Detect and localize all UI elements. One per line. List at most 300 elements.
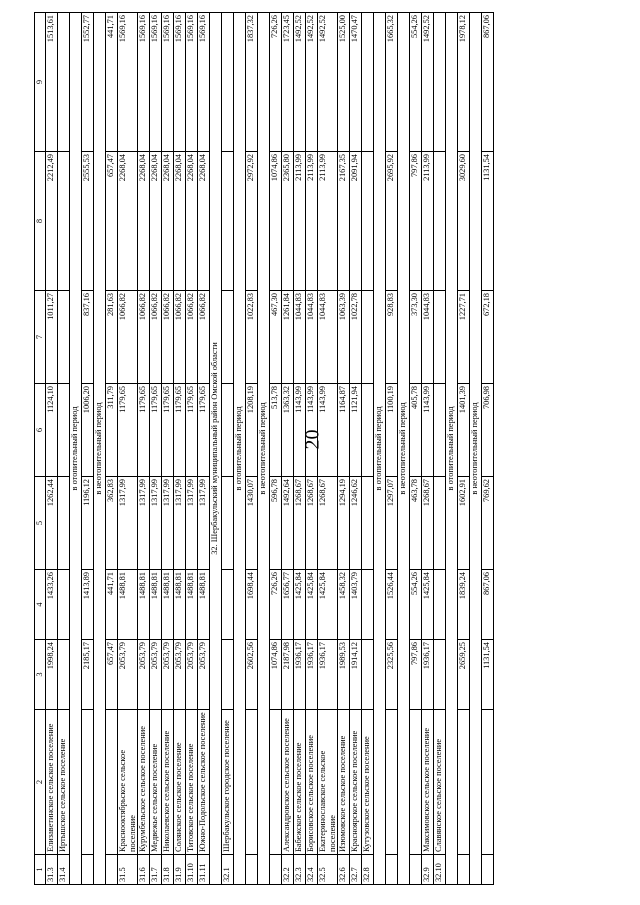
section-label: в неотопительный период — [258, 13, 270, 885]
tariff-value: 1066,82 — [150, 291, 162, 384]
tariff-value: 1430,07 — [246, 477, 258, 570]
row-number: 32.3 — [294, 855, 306, 885]
tariff-value: 2268,04 — [150, 152, 162, 291]
tariff-value: 1131,54 — [482, 152, 494, 291]
tariff-value: 1569,16 — [150, 13, 162, 152]
tariff-value: 928,83 — [386, 291, 398, 384]
section-row — [70, 13, 82, 885]
tariff-value: 362,83 — [106, 477, 118, 570]
tariff-value: 1488,81 — [162, 570, 174, 640]
section-row — [398, 13, 410, 885]
settlement-name — [410, 710, 422, 855]
tariff-value: 1066,82 — [138, 291, 150, 384]
tariff-value: 1492,52 — [306, 13, 318, 152]
tariff-value: 1433,26 — [46, 570, 58, 640]
tariff-value: 1317,99 — [174, 477, 186, 570]
tariff-value: 1044,83 — [422, 291, 434, 384]
table-row — [58, 13, 70, 885]
table-row — [106, 13, 118, 885]
tariff-value: 1268,67 — [318, 477, 338, 570]
tariff-value: 1063,39 — [338, 291, 350, 384]
tariff-value: 1179,65 — [186, 384, 198, 477]
tariff-value: 1425,84 — [422, 570, 434, 640]
section-row — [446, 13, 458, 885]
row-number: 32.2 — [282, 855, 294, 885]
tariff-value — [222, 291, 234, 384]
column-header: 1 — [35, 855, 46, 885]
tariff-value: 1179,65 — [174, 384, 186, 477]
row-number: 32.6 — [338, 855, 350, 885]
tariff-value: 1074,86 — [270, 640, 282, 710]
table-row — [174, 13, 186, 885]
tariff-value: 2659,25 — [458, 640, 470, 710]
tariff-value — [362, 570, 374, 640]
tariff-value: 2187,98 — [282, 640, 294, 710]
settlement-name: Екатеринославское сельское поселение — [318, 710, 338, 855]
tariff-value: 373,30 — [410, 291, 422, 384]
tariff-value: 1525,00 — [338, 13, 350, 152]
tariff-value: 672,18 — [482, 291, 494, 384]
table-row — [198, 13, 210, 885]
tariff-value: 2113,99 — [318, 152, 338, 291]
tariff-value — [222, 384, 234, 477]
settlement-name: Красноoктябрьское сельское поселение — [118, 710, 138, 855]
tariff-value: 1569,16 — [162, 13, 174, 152]
tariff-value: 1179,65 — [162, 384, 174, 477]
tariff-value: 1006,20 — [82, 384, 94, 477]
tariff-value: 1698,44 — [246, 570, 258, 640]
tariff-value: 1552,77 — [82, 13, 94, 152]
tariff-value: 1317,99 — [186, 477, 198, 570]
tariff-value: 2113,99 — [422, 152, 434, 291]
tariff-value: 1936,17 — [422, 640, 434, 710]
row-number: 31.8 — [162, 855, 174, 885]
tariff-value: 1492,64 — [282, 477, 294, 570]
tariff-value: 1492,52 — [318, 13, 338, 152]
settlement-name: Солянское сельское поселение — [174, 710, 186, 855]
tariff-value: 1124,10 — [46, 384, 58, 477]
tariff-value: 1317,99 — [118, 477, 138, 570]
tariff-value: 2053,79 — [162, 640, 174, 710]
tariff-value: 3029,60 — [458, 152, 470, 291]
tariff-value: 1837,32 — [246, 13, 258, 152]
section-label: в отопительный период — [70, 13, 82, 885]
tariff-value: 726,26 — [270, 570, 282, 640]
settlement-name: Курумбельское сельское поселение — [138, 710, 150, 855]
tariff-value: 1143,99 — [422, 384, 434, 477]
tariff-value: 1839,24 — [458, 570, 470, 640]
row-number — [386, 855, 398, 885]
tariff-value: 1989,53 — [338, 640, 350, 710]
tariff-value: 769,62 — [482, 477, 494, 570]
column-header: 8 — [35, 152, 46, 291]
tariff-value: 441,71 — [106, 13, 118, 152]
tariff-value — [362, 384, 374, 477]
settlement-name — [458, 710, 470, 855]
tariff-value: 2167,35 — [338, 152, 350, 291]
row-number: 31.7 — [150, 855, 162, 885]
tariff-value: 2053,79 — [174, 640, 186, 710]
section-label: 32. Шербакульский муниципальный район Омской области — [210, 13, 222, 885]
section-label: в отопительный период — [234, 13, 246, 885]
row-number — [458, 855, 470, 885]
settlement-name: Бабежское сельское поселение — [294, 710, 306, 855]
table-row — [222, 13, 234, 885]
section-label: в неотопительный период — [94, 13, 106, 885]
table-row — [294, 13, 306, 885]
row-number: 31.4 — [58, 855, 70, 885]
tariff-value: 513,78 — [270, 384, 282, 477]
tariff-value: 596,78 — [270, 477, 282, 570]
tariff-value: 2053,79 — [118, 640, 138, 710]
row-number: 32.9 — [422, 855, 434, 885]
tariff-value: 1297,07 — [386, 477, 398, 570]
tariff-value — [434, 152, 446, 291]
row-number: 31.11 — [198, 855, 210, 885]
row-number: 31.9 — [174, 855, 186, 885]
table-row — [350, 13, 362, 885]
settlement-name: Изюмовское сельское поселение — [338, 710, 350, 855]
tariff-value: 1488,81 — [186, 570, 198, 640]
tariff-value: 1936,17 — [294, 640, 306, 710]
settlement-name: Южно-Подольское сельское поселение — [198, 710, 210, 855]
row-number: 31.3 — [46, 855, 58, 885]
settlement-name — [246, 710, 258, 855]
column-header: 9 — [35, 13, 46, 152]
tariff-value: 657,47 — [106, 152, 118, 291]
tariff-value: 1131,54 — [482, 640, 494, 710]
tariff-value: 1526,44 — [386, 570, 398, 640]
tariff-value: 1413,89 — [82, 570, 94, 640]
tariff-value: 2212,49 — [46, 152, 58, 291]
tariff-value: 1044,83 — [318, 291, 338, 384]
settlement-name: Борисовское сельское поселение — [306, 710, 318, 855]
table-row — [482, 13, 494, 885]
section-label: в неотопительный период — [470, 13, 482, 885]
tariff-value: 311,79 — [106, 384, 118, 477]
row-number: 32.1 — [222, 855, 234, 885]
table-row — [138, 13, 150, 885]
tariff-value: 1936,17 — [318, 640, 338, 710]
tariff-value: 1488,81 — [118, 570, 138, 640]
table-row — [150, 13, 162, 885]
settlement-name: Красноярское сельское поселение — [350, 710, 362, 855]
table-row — [386, 13, 398, 885]
tariff-value: 1492,52 — [422, 13, 434, 152]
row-number — [482, 855, 494, 885]
tariff-value: 1179,65 — [150, 384, 162, 477]
tariff-value: 2555,53 — [82, 152, 94, 291]
tariff-value: 1246,62 — [350, 477, 362, 570]
tariff-value: 1513,61 — [46, 13, 58, 152]
settlement-name: Титовское сельское поселение — [186, 710, 198, 855]
settlement-name: Шербакульское городское поселение — [222, 710, 234, 855]
tariff-value: 467,30 — [270, 291, 282, 384]
table-row — [270, 13, 282, 885]
tariff-value — [58, 570, 70, 640]
tariff-value: 2268,04 — [174, 152, 186, 291]
tariff-value — [58, 477, 70, 570]
tariff-value: 1208,19 — [246, 384, 258, 477]
section-row — [94, 13, 106, 885]
section-label: в отопительный период — [446, 13, 458, 885]
tariff-value: 2053,79 — [150, 640, 162, 710]
tariff-value: 1227,71 — [458, 291, 470, 384]
tariff-value: 554,26 — [410, 13, 422, 152]
tariff-value — [434, 477, 446, 570]
table-wrapper — [34, 13, 594, 885]
tariff-value — [58, 13, 70, 152]
tariff-value — [222, 13, 234, 152]
tariff-value: 1143,99 — [294, 384, 306, 477]
row-number — [270, 855, 282, 885]
tariff-value: 2695,92 — [386, 152, 398, 291]
tariff-value: 1317,99 — [138, 477, 150, 570]
settlement-name: Максимовское сельское поселение — [422, 710, 434, 855]
tariff-value — [222, 152, 234, 291]
table-row — [318, 13, 338, 885]
page-number: 20 — [301, 429, 324, 450]
tariff-value: 1978,12 — [458, 13, 470, 152]
tariff-value: 1488,81 — [198, 570, 210, 640]
table-row — [118, 13, 138, 885]
table-row — [82, 13, 94, 885]
tariff-value — [434, 384, 446, 477]
table-row — [458, 13, 470, 885]
tariff-value: 2053,79 — [138, 640, 150, 710]
tariff-value — [434, 640, 446, 710]
tariff-value: 1066,82 — [198, 291, 210, 384]
tariff-value — [362, 152, 374, 291]
tariff-value: 1179,65 — [138, 384, 150, 477]
tariff-value: 2268,04 — [198, 152, 210, 291]
tariff-value: 1100,19 — [386, 384, 398, 477]
section-label: в отопительный период — [374, 13, 386, 885]
tariff-value: 1066,82 — [118, 291, 138, 384]
section-row — [234, 13, 246, 885]
table-row — [282, 13, 294, 885]
tariff-value: 2113,99 — [294, 152, 306, 291]
tariff-value: 463,78 — [410, 477, 422, 570]
tariff-value: 1317,99 — [162, 477, 174, 570]
tariff-value: 554,26 — [410, 570, 422, 640]
tariff-value — [434, 13, 446, 152]
table-row — [246, 13, 258, 885]
row-number — [246, 855, 258, 885]
tariff-value — [222, 640, 234, 710]
tariff-value: 2972,92 — [246, 152, 258, 291]
tariff-value: 1602,91 — [458, 477, 470, 570]
settlement-name: Медвежье сельское поселение — [150, 710, 162, 855]
settlement-name — [82, 710, 94, 855]
tariff-value — [362, 291, 374, 384]
tariff-value: 2113,99 — [306, 152, 318, 291]
row-number — [106, 855, 118, 885]
settlement-name — [270, 710, 282, 855]
tariff-value: 1488,81 — [174, 570, 186, 640]
tariff-value: 441,71 — [106, 570, 118, 640]
tariff-value — [362, 477, 374, 570]
tariff-value: 1425,84 — [318, 570, 338, 640]
tariff-value: 1492,52 — [294, 13, 306, 152]
tariff-value: 1458,32 — [338, 570, 350, 640]
tariff-value: 837,16 — [82, 291, 94, 384]
table-row — [306, 13, 318, 885]
tariff-value: 1143,99 — [306, 384, 318, 477]
tariff-value: 2053,79 — [198, 640, 210, 710]
table-row — [410, 13, 422, 885]
tariff-value: 1022,83 — [246, 291, 258, 384]
tariff-value: 726,26 — [270, 13, 282, 152]
row-number: 32.10 — [434, 855, 446, 885]
table-row — [338, 13, 350, 885]
row-number: 32.4 — [306, 855, 318, 885]
tariff-value: 867,06 — [482, 570, 494, 640]
tariff-value: 1268,67 — [422, 477, 434, 570]
row-number: 31.5 — [118, 855, 138, 885]
section-row — [374, 13, 386, 885]
tariff-value — [434, 291, 446, 384]
tariff-value: 1179,65 — [198, 384, 210, 477]
settlement-name — [106, 710, 118, 855]
row-number — [82, 855, 94, 885]
column-header: 2 — [35, 710, 46, 855]
tariff-value: 1262,44 — [46, 477, 58, 570]
table-row — [162, 13, 174, 885]
tariff-value: 1261,84 — [282, 291, 294, 384]
tariff-value: 281,63 — [106, 291, 118, 384]
settlement-name: Елизаветинское сельское поселение — [46, 710, 58, 855]
tariff-value: 1164,87 — [338, 384, 350, 477]
settlement-name: Кутузовское сельское поселение — [362, 710, 374, 855]
tariff-value: 1268,67 — [306, 477, 318, 570]
tariff-value: 1488,81 — [150, 570, 162, 640]
tariff-value: 2365,80 — [282, 152, 294, 291]
tariff-value — [222, 570, 234, 640]
tariff-value: 657,47 — [106, 640, 118, 710]
tariff-value: 1363,32 — [282, 384, 294, 477]
tariff-value: 1022,78 — [350, 291, 362, 384]
tariff-value: 797,86 — [410, 640, 422, 710]
tariff-value: 1470,47 — [350, 13, 362, 152]
tariff-value: 1066,82 — [186, 291, 198, 384]
tariff-value: 1403,79 — [350, 570, 362, 640]
row-number: 31.6 — [138, 855, 150, 885]
tariff-value: 1044,83 — [294, 291, 306, 384]
tariff-value: 1425,84 — [294, 570, 306, 640]
tariff-value: 405,78 — [410, 384, 422, 477]
tariff-value: 1121,94 — [350, 384, 362, 477]
tariff-value: 1179,65 — [118, 384, 138, 477]
tariff-value: 1317,99 — [150, 477, 162, 570]
tariff-value: 1401,39 — [458, 384, 470, 477]
tariff-table — [34, 12, 494, 885]
tariff-value — [58, 291, 70, 384]
tariff-value — [58, 384, 70, 477]
tariff-value: 1268,67 — [294, 477, 306, 570]
settlement-name: Славянское сельское поселение — [434, 710, 446, 855]
tariff-value: 1998,24 — [46, 640, 58, 710]
column-header: 6 — [35, 384, 46, 477]
tariff-value: 2325,56 — [386, 640, 398, 710]
row-number: 32.7 — [350, 855, 362, 885]
column-header: 3 — [35, 640, 46, 710]
tariff-value: 1569,16 — [118, 13, 138, 152]
tariff-value: 1936,17 — [306, 640, 318, 710]
tariff-value: 2268,04 — [186, 152, 198, 291]
row-number: 32.5 — [318, 855, 338, 885]
tariff-value: 1425,84 — [306, 570, 318, 640]
tariff-value: 1569,16 — [198, 13, 210, 152]
row-number: 31.10 — [186, 855, 198, 885]
tariff-value — [58, 152, 70, 291]
tariff-value: 1074,86 — [270, 152, 282, 291]
tariff-value: 1656,77 — [282, 570, 294, 640]
settlement-name — [482, 710, 494, 855]
tariff-value: 1723,45 — [282, 13, 294, 152]
row-number: 32.8 — [362, 855, 374, 885]
tariff-value: 1317,99 — [198, 477, 210, 570]
table-row — [362, 13, 374, 885]
tariff-value: 1044,83 — [306, 291, 318, 384]
tariff-value — [222, 477, 234, 570]
tariff-value: 1066,82 — [174, 291, 186, 384]
section-row — [258, 13, 270, 885]
tariff-value: 867,06 — [482, 13, 494, 152]
tariff-value: 1011,27 — [46, 291, 58, 384]
tariff-value: 2091,94 — [350, 152, 362, 291]
settlement-name: Николаевское сельское поселение — [162, 710, 174, 855]
column-header: 4 — [35, 570, 46, 640]
tariff-value: 706,98 — [482, 384, 494, 477]
tariff-value: 1665,32 — [386, 13, 398, 152]
tariff-value: 2268,04 — [118, 152, 138, 291]
section-row — [210, 13, 222, 885]
tariff-value: 1066,82 — [162, 291, 174, 384]
settlement-name — [386, 710, 398, 855]
table-row — [46, 13, 58, 885]
tariff-value: 1196,12 — [82, 477, 94, 570]
tariff-value: 1143,99 — [318, 384, 338, 477]
settlement-name: Александровское сельское поселение — [282, 710, 294, 855]
tariff-value: 2268,04 — [138, 152, 150, 291]
settlement-name: Иртышское сельское поселение — [58, 710, 70, 855]
tariff-value: 2053,79 — [186, 640, 198, 710]
section-row — [470, 13, 482, 885]
table-header-row — [35, 13, 46, 885]
tariff-value: 1914,12 — [350, 640, 362, 710]
tariff-value: 1294,19 — [338, 477, 350, 570]
column-header: 5 — [35, 477, 46, 570]
tariff-value — [58, 640, 70, 710]
column-header: 7 — [35, 291, 46, 384]
tariff-value: 1488,81 — [138, 570, 150, 640]
tariff-value: 2268,04 — [162, 152, 174, 291]
table-row — [422, 13, 434, 885]
tariff-value: 1569,16 — [186, 13, 198, 152]
tariff-value: 797,86 — [410, 152, 422, 291]
tariff-value: 1569,16 — [138, 13, 150, 152]
tariff-value: 1569,16 — [174, 13, 186, 152]
table-row — [434, 13, 446, 885]
tariff-value: 2602,56 — [246, 640, 258, 710]
row-number — [410, 855, 422, 885]
table-row — [186, 13, 198, 885]
tariff-value — [362, 13, 374, 152]
tariff-value — [362, 640, 374, 710]
tariff-value: 2185,17 — [82, 640, 94, 710]
tariff-value — [434, 570, 446, 640]
